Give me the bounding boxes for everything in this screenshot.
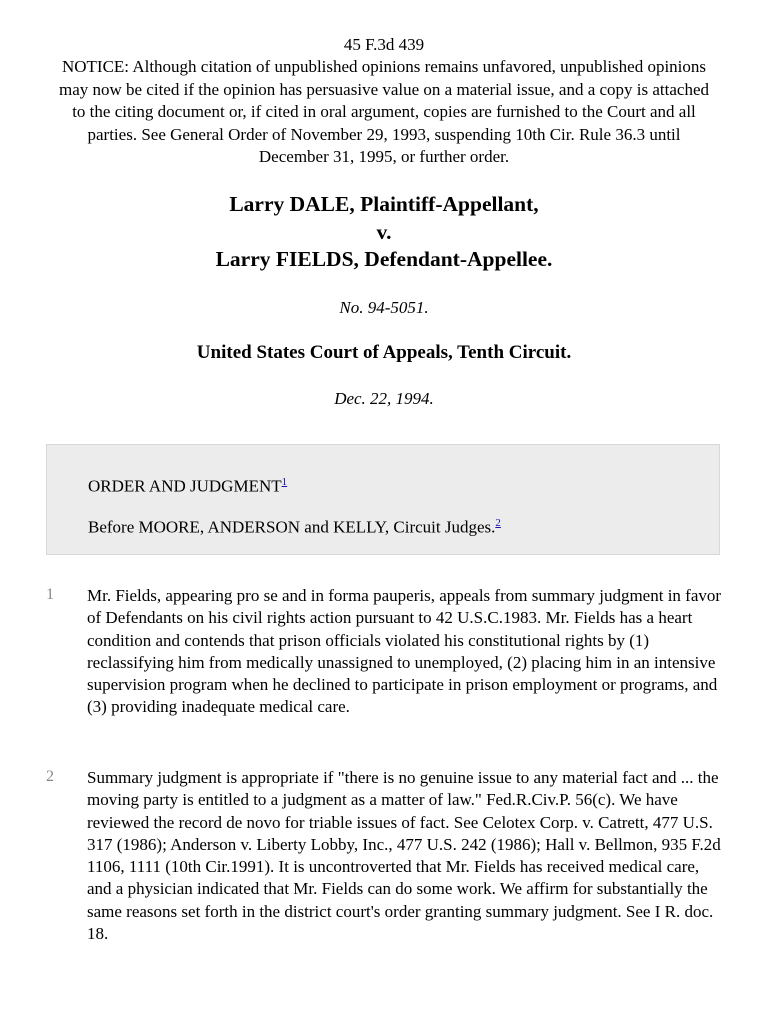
paragraph-number: 2 <box>46 768 54 785</box>
defendant-name: Larry FIELDS, Defendant-Appellee. <box>215 247 553 272</box>
versus-label: v. <box>376 219 392 244</box>
document-header <box>54 0 714 168</box>
docket-number: No. 94-5051. <box>339 297 429 317</box>
footnote-link-2[interactable]: 2 <box>495 517 501 529</box>
case-caption <box>0 191 768 274</box>
footnote-link-1[interactable]: 1 <box>281 476 288 488</box>
reporter-citation: 45 F.3d 439 <box>343 35 425 54</box>
plaintiff-name: Larry DALE, Plaintiff-Appellant, <box>229 192 539 217</box>
unpublished-notice: NOTICE: Although citation of unpublished opinions remains unfavored, unpublished opinions may now be cited if the opinion has persuasive value on a material issue, and a copy is attached to the citing document or, if cited in oral argument, copies are furnished to the Court and all parties. See General Order of November 29, 1993, suspending 10th Cir. Rule 36.3 until December 31, 1995, or further order. <box>58 57 710 167</box>
panel-judges: Before MOORE, ANDERSON and KELLY, Circuit Judges. <box>88 517 496 537</box>
paragraph-text: Summary judgment is appropriate if "there is no genuine issue to any material fact and ... the moving party is entitled to a judgment as a matter of law." Fed.R.Civ.P. 56(c). We have reviewed the record de novo for triable issues of fact. See Celotex Corp. v. Catrett, 477 U.S. 317 (1986); Anderson v. Liberty Lobby, Inc., 477 U.S. 242 (1986); Hall v. Bellmon, 935 F.2d 1106, 1111 (10th Cir.1991). It is uncontroverted that Mr. Fields has received medical care, and a physician indicated that Mr. Fields can do some work. We affirm for substantially the same reasons set forth in the district court's order granting summary judgment. See I R. doc. 18. <box>87 768 721 944</box>
decision-date: Dec. 22, 1994. <box>334 388 434 408</box>
paragraph-text: Mr. Fields, appearing pro se and in forma pauperis, appeals from summary judgment in favor of Defendants on his civil rights action pursuant to 42 U.S.C.1983. Mr. Fields has a heart condition and contends that prison officials violated his constitutional rights by (1) reclassifying him from medically unassigned to unemployed, (2) placing him in an intensive supervision program when he declined to participate in prison employment or programs, and (3) providing inadequate medical care. <box>87 586 722 717</box>
order-title: ORDER AND JUDGMENT <box>88 476 282 496</box>
court-name: United States Court of Appeals, Tenth Circuit. <box>196 341 572 363</box>
order-judgment-box <box>46 444 720 555</box>
paragraph-number: 1 <box>46 586 54 603</box>
order-title-line <box>88 473 287 497</box>
panel-line <box>88 514 501 538</box>
